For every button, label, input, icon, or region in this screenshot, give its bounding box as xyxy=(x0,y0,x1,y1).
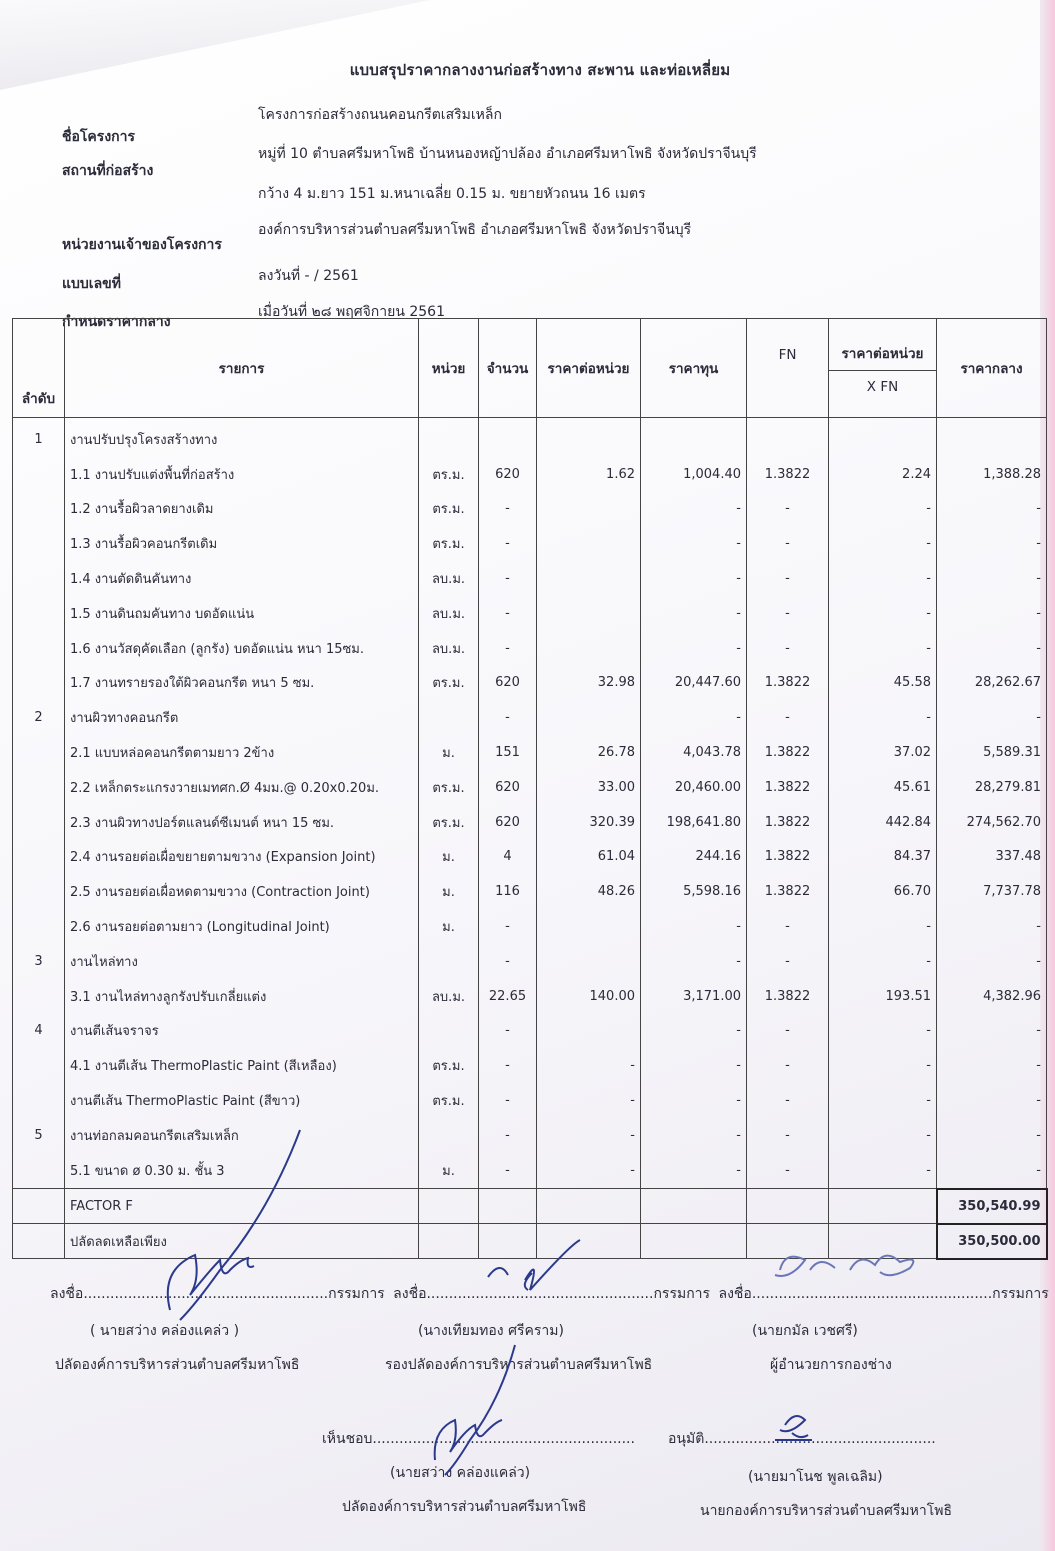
cell-qty: - xyxy=(479,492,537,527)
cell-total: 337.48 xyxy=(937,840,1047,875)
cell-total: 4,382.96 xyxy=(937,979,1047,1014)
cell-unit-price: 1.62 xyxy=(537,457,641,492)
table-row xyxy=(13,700,1047,735)
cell-unit-price: 26.78 xyxy=(537,735,641,770)
cell-no xyxy=(13,631,65,666)
cell-cost: 3,171.00 xyxy=(641,979,747,1014)
cell-no xyxy=(13,666,65,701)
cell-price-fn: - xyxy=(829,631,937,666)
cell-qty: - xyxy=(479,1014,537,1049)
cell-cost: 1,004.40 xyxy=(641,457,747,492)
cell-price-fn: - xyxy=(829,596,937,631)
cell-unit: ม. xyxy=(419,909,479,944)
cell-qty: - xyxy=(479,596,537,631)
cell-total: - xyxy=(937,700,1047,735)
authorize-label: อนุมัติ xyxy=(668,1431,705,1447)
committee-name-3: (นายกมัล เวชศรี) xyxy=(752,1323,858,1339)
cell-fn: - xyxy=(747,1048,829,1083)
table-row xyxy=(13,457,1047,492)
cell-unit xyxy=(419,418,479,457)
col-item-header: รายการ xyxy=(65,319,419,418)
cell-cost: 244.16 xyxy=(641,840,747,875)
cell-qty: - xyxy=(479,526,537,561)
col-no-header: ลำดับ xyxy=(13,319,65,418)
approve-name: (นายสว่าง คล่องแคล่ว) xyxy=(390,1465,531,1481)
cell-price-fn xyxy=(829,418,937,457)
table-row xyxy=(13,418,1047,457)
sign-label-3: ลงชื่อ xyxy=(718,1286,752,1302)
cell-no: 5 xyxy=(13,1118,65,1153)
cell-total: - xyxy=(937,944,1047,979)
cell-no xyxy=(13,492,65,527)
cell-price-fn: 193.51 xyxy=(829,979,937,1014)
cell-unit-price xyxy=(537,418,641,457)
cell-total: - xyxy=(937,492,1047,527)
cell-cost: - xyxy=(641,1153,747,1189)
cell-unit: ตร.ม. xyxy=(419,1048,479,1083)
rounded-value: 350,500.00 xyxy=(937,1224,1047,1259)
cell-unit xyxy=(419,1118,479,1153)
col-unit-price-header: ราคาต่อหน่วย xyxy=(537,319,641,418)
plan-no-value: ลงวันที่ - / 2561 xyxy=(258,268,359,284)
cell-item: 1.2 งานรื้อผิวลาดยางเดิม xyxy=(65,492,419,527)
site-label: สถานที่ก่อสร้าง xyxy=(62,163,154,179)
cell-fn: - xyxy=(747,561,829,596)
cell-fn: - xyxy=(747,1118,829,1153)
sign-label-2: ลงชื่อ xyxy=(393,1286,427,1302)
cell-qty: - xyxy=(479,1153,537,1189)
cell-total: - xyxy=(937,1153,1047,1189)
cell-total: - xyxy=(937,561,1047,596)
cell-unit-price xyxy=(537,492,641,527)
cell-unit-price: 48.26 xyxy=(537,874,641,909)
cell-unit-price: - xyxy=(537,1153,641,1189)
table-row xyxy=(13,1083,1047,1118)
cell-total: - xyxy=(937,1083,1047,1118)
cell-price-fn: 84.37 xyxy=(829,840,937,875)
cell-unit: ม. xyxy=(419,840,479,875)
authorize-line: อนุมัติ.................................................... xyxy=(668,1431,936,1447)
cell-price-fn: 45.58 xyxy=(829,666,937,701)
cell-item: 3.1 งานไหล่ทางลูกรังปรับเกลี่ยแต่ง xyxy=(65,979,419,1014)
cell-unit-price: 32.98 xyxy=(537,666,641,701)
cell-cost xyxy=(641,418,747,457)
table-row xyxy=(13,840,1047,875)
price-date-label: กำหนดราคากลาง xyxy=(62,314,171,330)
cell-cost: - xyxy=(641,526,747,561)
cell-fn: - xyxy=(747,631,829,666)
dimension-value: กว้าง 4 ม.ยาว 151 ม.หนาเฉลี่ย 0.15 ม. ขยายหัวถนน 16 เมตร xyxy=(258,186,646,202)
cell-unit: ตร.ม. xyxy=(419,1083,479,1118)
cell-fn: - xyxy=(747,492,829,527)
cell-cost: - xyxy=(641,1014,747,1049)
cell-fn: 1.3822 xyxy=(747,805,829,840)
cell-unit-price: - xyxy=(537,1048,641,1083)
committee-label-3: กรรมการ xyxy=(992,1286,1049,1302)
price-table xyxy=(12,318,1048,1260)
cell-unit-price: 140.00 xyxy=(537,979,641,1014)
cell-unit xyxy=(419,700,479,735)
signature-line: ลงชื่อ.......................................................กรรมการ ลงชื่อ...................................................กรรมการ ลงชื่อ......................................................กรรมการ xyxy=(50,1286,1049,1302)
cell-no xyxy=(13,979,65,1014)
table-row xyxy=(13,944,1047,979)
factor-value: 350,540.99 xyxy=(937,1189,1047,1224)
cell-unit: ตร.ม. xyxy=(419,457,479,492)
cell-no xyxy=(13,1048,65,1083)
cell-qty: 22.65 xyxy=(479,979,537,1014)
cell-unit xyxy=(419,1014,479,1049)
price-date-value: เมื่อวันที่ ๒๘ พฤศจิกายน 2561 xyxy=(258,304,445,320)
cell-price-fn: - xyxy=(829,1083,937,1118)
factor-label: FACTOR F xyxy=(65,1189,419,1224)
cell-price-fn: 37.02 xyxy=(829,735,937,770)
cell-qty: - xyxy=(479,561,537,596)
cell-no xyxy=(13,457,65,492)
cell-cost: - xyxy=(641,944,747,979)
table-row xyxy=(13,1048,1047,1083)
cell-unit: ม. xyxy=(419,735,479,770)
cell-total: 5,589.31 xyxy=(937,735,1047,770)
cell-qty: - xyxy=(479,700,537,735)
approve-label: เห็นชอบ xyxy=(322,1431,373,1447)
cell-fn xyxy=(747,418,829,457)
document-title: แบบสรุปราคากลางงานก่อสร้างทาง สะพาน และท่อเหลี่ยม xyxy=(349,61,731,79)
cell-total: - xyxy=(937,526,1047,561)
cell-item: 2.1 แบบหล่อคอนกรีตตามยาว 2ข้าง xyxy=(65,735,419,770)
signature-scribble-3 xyxy=(760,1240,940,1300)
cell-price-fn: - xyxy=(829,944,937,979)
cell-qty: - xyxy=(479,944,537,979)
cell-item: งานตีเส้น ThermoPlastic Paint (สีขาว) xyxy=(65,1083,419,1118)
cell-fn: - xyxy=(747,526,829,561)
cell-cost: - xyxy=(641,492,747,527)
cell-total: 28,262.67 xyxy=(937,666,1047,701)
cell-price-fn: - xyxy=(829,561,937,596)
cell-qty: 620 xyxy=(479,770,537,805)
cell-price-fn: 442.84 xyxy=(829,805,937,840)
cell-fn: - xyxy=(747,1014,829,1049)
table-row xyxy=(13,770,1047,805)
table-row xyxy=(13,909,1047,944)
cell-total: - xyxy=(937,1014,1047,1049)
cell-no xyxy=(13,840,65,875)
cell-fn: - xyxy=(747,596,829,631)
cell-unit-price xyxy=(537,596,641,631)
committee-position-2: รองปลัดองค์การบริหารส่วนตำบลศรีมหาโพธิ xyxy=(385,1357,653,1373)
cell-unit-price: 61.04 xyxy=(537,840,641,875)
cell-item: 1.1 งานปรับแต่งพื้นที่ก่อสร้าง xyxy=(65,457,419,492)
cell-total: - xyxy=(937,909,1047,944)
committee-position-3: ผู้อำนวยการกองช่าง xyxy=(770,1357,892,1373)
cell-fn: 1.3822 xyxy=(747,457,829,492)
cell-item: งานผิวทางคอนกรีต xyxy=(65,700,419,735)
cell-cost: - xyxy=(641,1118,747,1153)
cell-no xyxy=(13,805,65,840)
cell-qty: 151 xyxy=(479,735,537,770)
cell-qty: 4 xyxy=(479,840,537,875)
cell-price-fn: - xyxy=(829,492,937,527)
cell-cost: 20,447.60 xyxy=(641,666,747,701)
cell-qty: 620 xyxy=(479,457,537,492)
cell-unit: ลบ.ม. xyxy=(419,979,479,1014)
col-qty-header: จำนวน xyxy=(479,319,537,418)
cell-unit-price: - xyxy=(537,1118,641,1153)
cell-unit-price xyxy=(537,526,641,561)
cell-price-fn: 45.61 xyxy=(829,770,937,805)
cell-fn: 1.3822 xyxy=(747,770,829,805)
project-name-label: ชื่อโครงการ xyxy=(62,129,136,145)
cell-no: 3 xyxy=(13,944,65,979)
cell-unit-price xyxy=(537,944,641,979)
cell-no xyxy=(13,909,65,944)
table-row xyxy=(13,874,1047,909)
cell-no xyxy=(13,561,65,596)
cell-total: 274,562.70 xyxy=(937,805,1047,840)
cell-unit: ตร.ม. xyxy=(419,666,479,701)
cell-cost: - xyxy=(641,1048,747,1083)
cell-unit: ลบ.ม. xyxy=(419,561,479,596)
site-value: หมู่ที่ 10 ตำบลศรีมหาโพธิ บ้านหนองหญ้าปล้อง อำเภอศรีมหาโพธิ จังหวัดปราจีนบุรี xyxy=(258,146,757,162)
cell-item: งานท่อกลมคอนกรีตเสริมเหล็ก xyxy=(65,1118,419,1153)
cell-no xyxy=(13,526,65,561)
col-cost-header: ราคาทุน xyxy=(641,319,747,418)
table-row xyxy=(13,561,1047,596)
cell-item: 1.7 งานทรายรองใต้ผิวคอนกรีต หนา 5 ซม. xyxy=(65,666,419,701)
cell-price-fn: - xyxy=(829,1118,937,1153)
cell-qty: 620 xyxy=(479,805,537,840)
sign-label-1: ลงชื่อ xyxy=(50,1286,84,1302)
cell-price-fn: - xyxy=(829,700,937,735)
cell-unit: ตร.ม. xyxy=(419,492,479,527)
cell-qty: 116 xyxy=(479,874,537,909)
committee-label-1: กรรมการ xyxy=(328,1286,385,1302)
table-row xyxy=(13,666,1047,701)
cell-unit-price: 320.39 xyxy=(537,805,641,840)
cell-qty: - xyxy=(479,1118,537,1153)
cell-unit: ลบ.ม. xyxy=(419,596,479,631)
cell-fn: - xyxy=(747,944,829,979)
cell-no xyxy=(13,874,65,909)
cell-unit-price: - xyxy=(537,1083,641,1118)
cell-total: - xyxy=(937,596,1047,631)
committee-name-2: (นางเทียมทอง ศรีคราม) xyxy=(418,1323,564,1339)
cell-unit-price xyxy=(537,1014,641,1049)
table-row xyxy=(13,979,1047,1014)
committee-label-2: กรรมการ xyxy=(653,1286,711,1302)
cell-fn: - xyxy=(747,1153,829,1189)
cell-cost: 20,460.00 xyxy=(641,770,747,805)
cell-fn: - xyxy=(747,909,829,944)
cell-unit: ม. xyxy=(419,874,479,909)
cell-total: 7,737.78 xyxy=(937,874,1047,909)
cell-cost: - xyxy=(641,631,747,666)
col-price-fn-sub: X FN xyxy=(866,378,899,395)
cell-fn: 1.3822 xyxy=(747,874,829,909)
table-row xyxy=(13,735,1047,770)
cell-unit-price xyxy=(537,909,641,944)
cell-item: 2.2 เหล็กตระแกรงวายเมทศก.Ø 4มม.@ 0.20x0.20ม. xyxy=(65,770,419,805)
cell-total: 28,279.81 xyxy=(937,770,1047,805)
approve-line: เห็นชอบ........................................................... xyxy=(322,1431,635,1447)
cell-no: 4 xyxy=(13,1014,65,1049)
cell-cost: 5,598.16 xyxy=(641,874,747,909)
cell-total: - xyxy=(937,631,1047,666)
table-row xyxy=(13,596,1047,631)
cell-unit: ตร.ม. xyxy=(419,770,479,805)
signature-scribble-2 xyxy=(470,1235,590,1300)
cell-price-fn: - xyxy=(829,909,937,944)
cell-no xyxy=(13,1153,65,1189)
cell-item: 2.5 งานรอยต่อเผื่อหดตามขวาง (Contraction Joint) xyxy=(65,874,419,909)
cell-qty: 620 xyxy=(479,666,537,701)
cell-no xyxy=(13,1083,65,1118)
cell-item: 2.4 งานรอยต่อเผื่อขยายตามขวาง (Expansion Joint) xyxy=(65,840,419,875)
cell-unit: ตร.ม. xyxy=(419,805,479,840)
cell-qty: - xyxy=(479,1083,537,1118)
cell-fn: 1.3822 xyxy=(747,840,829,875)
col-price-fn-title: ราคาต่อหน่วย xyxy=(829,342,936,371)
cell-qty: - xyxy=(479,1048,537,1083)
cell-unit: ม. xyxy=(419,1153,479,1189)
plan-no-label: แบบเลขที่ xyxy=(62,276,121,292)
cell-fn: 1.3822 xyxy=(747,666,829,701)
cell-no xyxy=(13,596,65,631)
cell-no xyxy=(13,770,65,805)
cell-no: 1 xyxy=(13,418,65,457)
cell-price-fn: - xyxy=(829,1153,937,1189)
cell-item: 1.5 งานดินถมคันทาง บดอัดแน่น xyxy=(65,596,419,631)
cell-item: งานตีเส้นจราจร xyxy=(65,1014,419,1049)
cell-cost: - xyxy=(641,561,747,596)
authorize-position: นายกองค์การบริหารส่วนตำบลศรีมหาโพธิ xyxy=(700,1503,953,1519)
cell-item: 1.3 งานรื้อผิวคอนกรีตเดิม xyxy=(65,526,419,561)
table-row xyxy=(13,805,1047,840)
cell-total: 1,388.28 xyxy=(937,457,1047,492)
cell-cost: - xyxy=(641,909,747,944)
cell-price-fn: - xyxy=(829,1014,937,1049)
cell-item: งานปรับปรุงโครงสร้างทาง xyxy=(65,418,419,457)
cell-item: 1.6 งานวัสดุคัดเลือก (ลูกรัง) บดอัดแน่น หนา 15ซม. xyxy=(65,631,419,666)
cell-unit-price: 33.00 xyxy=(537,770,641,805)
col-total-header: ราคากลาง xyxy=(937,319,1047,418)
cell-unit: ตร.ม. xyxy=(419,526,479,561)
col-price-fn-header xyxy=(829,319,937,418)
committee-name-1: ( นายสว่าง คล่องแคล่ว ) xyxy=(90,1323,240,1339)
cell-cost: - xyxy=(641,700,747,735)
cell-no: 2 xyxy=(13,700,65,735)
signature-scribble-4 xyxy=(420,1340,530,1480)
cell-item: 5.1 ขนาด ø 0.30 ม. ชั้น 3 xyxy=(65,1153,419,1189)
table-header-row xyxy=(13,319,1047,418)
cell-cost: 198,641.80 xyxy=(641,805,747,840)
cell-item: งานไหล่ทาง xyxy=(65,944,419,979)
cell-qty: - xyxy=(479,909,537,944)
cell-total: - xyxy=(937,1048,1047,1083)
cell-no xyxy=(13,735,65,770)
cell-price-fn: - xyxy=(829,526,937,561)
table-row xyxy=(13,631,1047,666)
owner-label: หน่วยงานเจ้าของโครงการ xyxy=(62,237,222,253)
committee-position-1: ปลัดองค์การบริหารส่วนตำบลศรีมหาโพธิ xyxy=(55,1357,300,1373)
rounded-label: ปลัดลดเหลือเพียง xyxy=(65,1224,419,1259)
cell-unit-price xyxy=(537,631,641,666)
cell-unit: ลบ.ม. xyxy=(419,631,479,666)
cell-price-fn: 66.70 xyxy=(829,874,937,909)
cell-item: 1.4 งานตัดดินคันทาง xyxy=(65,561,419,596)
signature-scribble-1 xyxy=(150,1120,320,1330)
table-row xyxy=(13,492,1047,527)
cell-item: 2.6 งานรอยต่อตามยาว (Longitudinal Joint) xyxy=(65,909,419,944)
cell-fn: 1.3822 xyxy=(747,735,829,770)
cell-cost: - xyxy=(641,1083,747,1118)
cell-price-fn: - xyxy=(829,1048,937,1083)
cell-item: 4.1 งานตีเส้น ThermoPlastic Paint (สีเหลือง) xyxy=(65,1048,419,1083)
cell-unit-price xyxy=(537,700,641,735)
cell-fn: 1.3822 xyxy=(747,979,829,1014)
cell-fn: - xyxy=(747,1083,829,1118)
cell-qty: - xyxy=(479,631,537,666)
cell-fn: - xyxy=(747,700,829,735)
cell-unit xyxy=(419,944,479,979)
owner-value: องค์การบริหารส่วนตำบลศรีมหาโพธิ อำเภอศรีมหาโพธิ จังหวัดปราจีนบุรี xyxy=(258,222,692,238)
project-name-value: โครงการก่อสร้างถนนคอนกรีตเสริมเหล็ก xyxy=(258,107,502,123)
signature-scribble-5 xyxy=(770,1405,820,1445)
cell-item: 2.3 งานผิวทางปอร์ตแลนด์ซีเมนต์ หนา 15 ซม. xyxy=(65,805,419,840)
authorize-name: (นายมาโนช พูลเฉลิม) xyxy=(748,1469,883,1485)
cell-total: - xyxy=(937,1118,1047,1153)
cell-qty xyxy=(479,418,537,457)
approve-position: ปลัดองค์การบริหารส่วนตำบลศรีมหาโพธิ xyxy=(342,1499,587,1515)
cell-cost: 4,043.78 xyxy=(641,735,747,770)
cell-total xyxy=(937,418,1047,457)
cell-cost: - xyxy=(641,596,747,631)
cell-unit-price xyxy=(537,561,641,596)
col-fn-header: FN xyxy=(747,319,829,418)
table-row xyxy=(13,1014,1047,1049)
table-row xyxy=(13,526,1047,561)
col-unit-header: หน่วย xyxy=(419,319,479,418)
cell-price-fn: 2.24 xyxy=(829,457,937,492)
